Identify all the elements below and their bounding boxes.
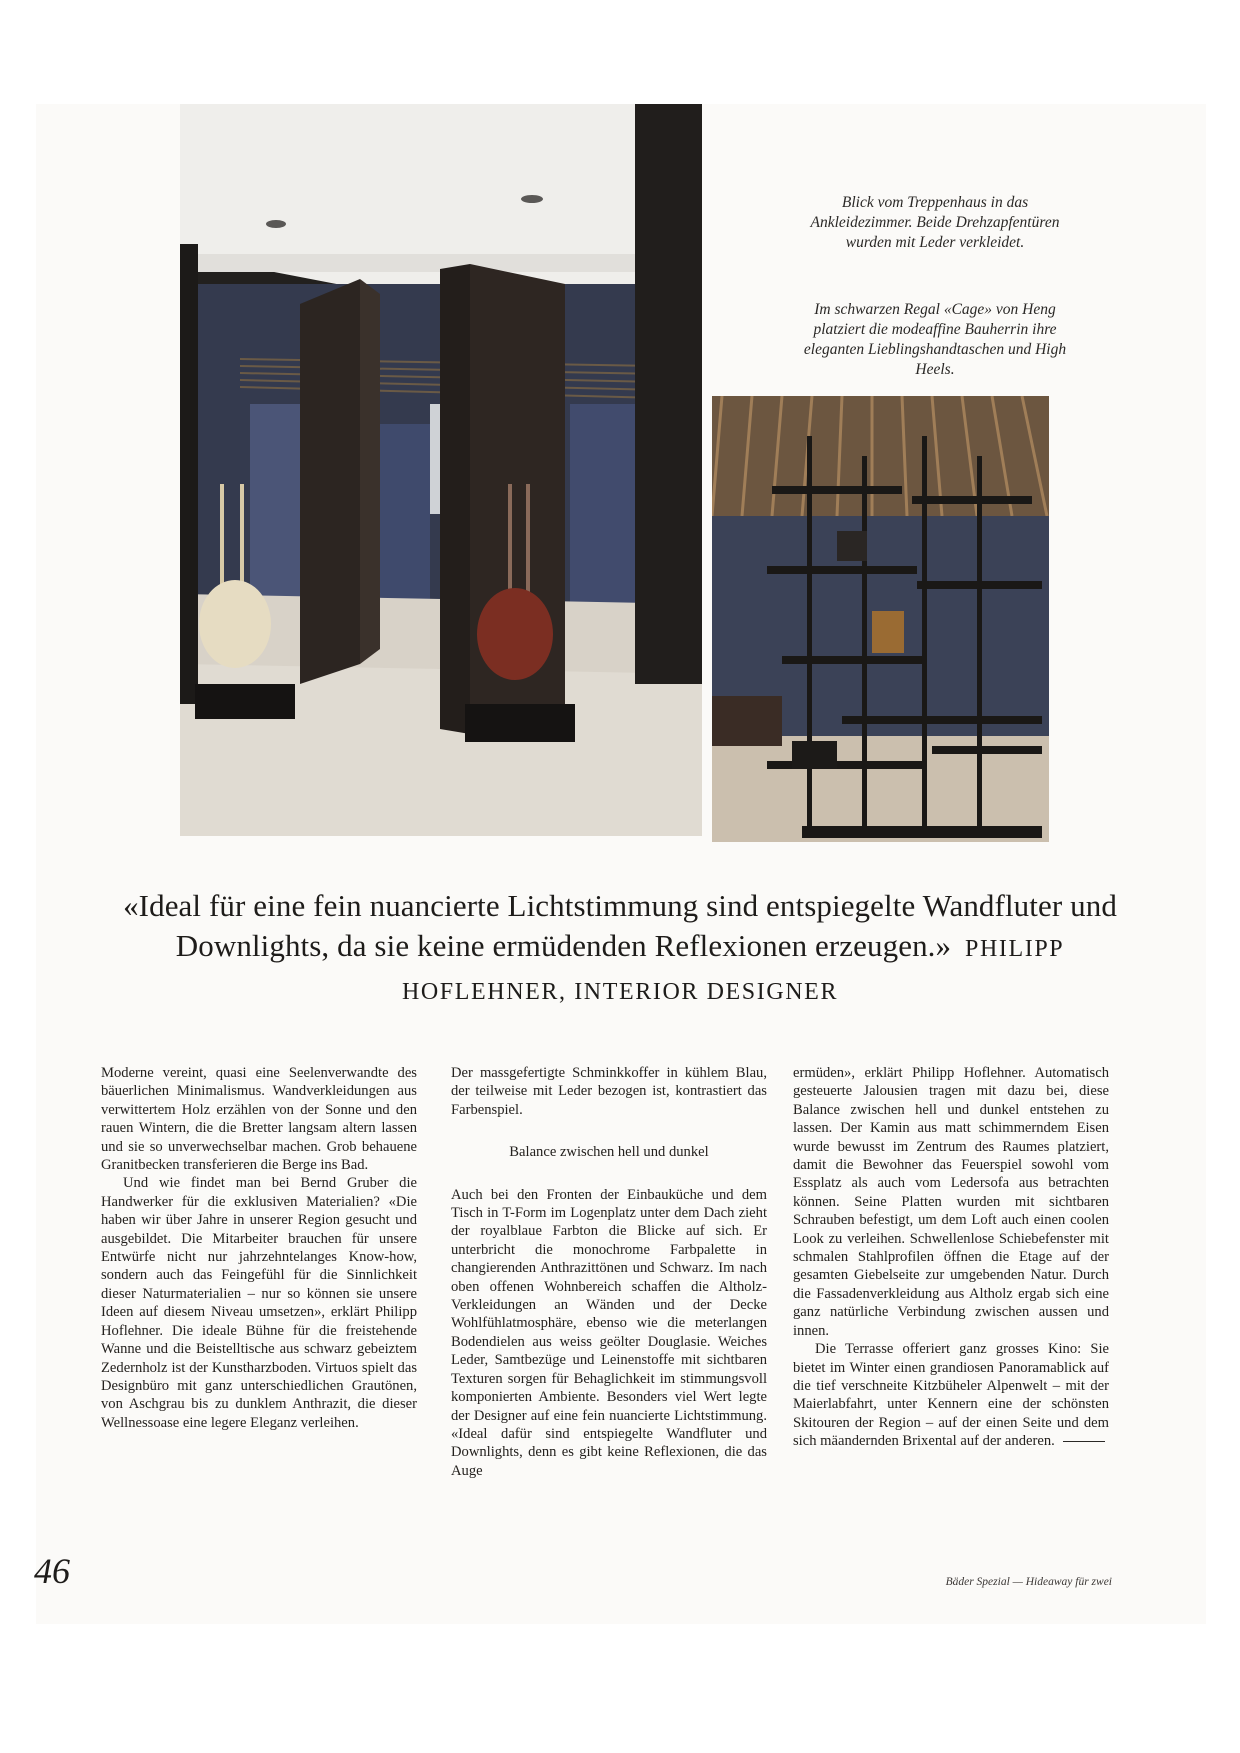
body-column-2 <box>451 1064 767 1480</box>
pull-quote-author: PHILIPP HOFLEHNER, INTERIOR DESIGNER <box>401 936 1065 1005</box>
pull-quote <box>110 886 1130 1012</box>
column-2-paragraph-1: Der massgefertigte Schminkkoffer in kühlem Blau, der teilweise mit Leder bezogen ist, kontrastiert das Farbenspiel. <box>451 1065 767 1118</box>
photo-caption-dressing-room: Blick vom Treppenhaus in das Ankleidezimmer. Beide Drehzapfentüren wurden mit Leder verkleidet. <box>810 194 1060 251</box>
pull-quote-text: «Ideal für eine fein nuancierte Lichtstimmung sind entspiegelte Wandfluter und Downlights, da sie keine ermüdenden Reflexionen erzeugen.» <box>123 888 1117 963</box>
body-column-3 <box>793 1064 1109 1451</box>
photo-caption-shelf: Im schwarzen Regal «Cage» von Heng platziert die modeaffine Bauherrin ihre eleganten Lieblingshandtaschen und High Heels. <box>803 301 1067 378</box>
section-subheading: Balance zwischen hell und dunkel <box>509 1144 709 1161</box>
body-column-1 <box>101 1064 417 1432</box>
column-3-paragraph-1: ermüden», erklärt Philipp Hoflehner. Automatisch gesteuerte Jalousien tragen mit dazu bei, diese Balance zwischen hell und dunkel entstehen zu lassen. Der Kamin aus matt schimmerndem Eisen wurde bewusst im Zentrum des Raumes platziert, damit die Bewohner das Feuerspiel sowohl vom Essplatz als auch vom Ledersofa aus betrachten können. Seine Platten wurden mit sichtbaren Schrauben befestigt, um dem Loft auch einen coolen Look zu verleihen. Schwellenlose Schiebefenster mit schmalen Stahlprofilen öffnen die Etage auf der gesamten Giebelseite zur umgebenden Natur. Durch die Fassadenverkleidung aus Altholz ergab sich eine ganz natürliche Verbindung zwischen aussen und innen. <box>793 1065 1109 1339</box>
column-2-paragraph-2: Auch bei den Fronten der Einbauküche und dem Tisch in T-Form im Logenplatz unter dem Dach zieht der royalblaue Farbton die Blicke auf sich. Er unterbricht die monochrome Farbpalette in changierenden Anthrazittönen und Schwarz. Im nach oben offenen Wohnbereich schaffen die Altholz-Verkleidungen an Wänden und der Decke Wohlfühlatmosphäre, ebenso wie die meterlangen Bodendielen aus weiss geölter Douglasie. Weiches Leder, Samtbezüge und Leinenstoffe mit sichtbaren Texturen sorgen für Behaglichkeit im stimmungsvoll komponierten Ambiente. Besonders viel Wert legte der Designer auf eine fein nuancierte Lichtstimmung. «Ideal dafür sind entspiegelte Wandfluter und Downlights, denn es gibt keine Reflexionen, die das Auge <box>451 1186 767 1479</box>
shelf-cage-photo <box>712 396 1049 842</box>
column-1-paragraph-1: Moderne vereint, quasi eine Seelenverwandte des bäuerlichen Minimalismus. Wandverkleidungen aus verwittertem Holz erzählen von der Sonne und den rauen Wintern, die die Bretter langsam altern lassen und sie so unverwechselbar machen. Grob behauene Granitbecken transferieren die Berge ins Bad. <box>101 1065 417 1174</box>
column-3-paragraph-2-text: Die Terrasse offeriert ganz grosses Kino: Sie bietet im Winter einen grandiosen Panoramablick auf die tief verschneite Kitzbüheler Alpenwelt – mit der Maierlabfahrt, unter Kennern eine der schönsten Skitouren der Region – auf der einen Seite und dem sich mäandernden Brixental auf der anderen. <box>793 1341 1109 1450</box>
dressing-room-photo <box>180 104 702 836</box>
page-number: 46 <box>34 1551 70 1591</box>
shelf-cage-illustration <box>712 396 1049 842</box>
article-end-mark <box>1063 1441 1105 1442</box>
dressing-room-illustration <box>180 104 702 836</box>
running-footer: Bäder Spezial — Hideaway für zwei <box>945 1576 1112 1588</box>
column-1-paragraph-2: Und wie findet man bei Bernd Gruber die Handwerker für die exklusiven Materialien? «Die haben wir über Jahre in unserer Region gesucht und ausgebildet. Die Mitarbeiter brauchen für unsere Entwürfe nicht nur jahrzehntelanges Know-how, sondern auch das Feingefühl für die Sinnlichkeit dieser Naturmaterialien – nur so können sie unsere Ideen auf diesem Niveau umsetzen», erklärt Philipp Hoflehner. Die ideale Bühne für die freistehende Wanne und die Beistelltische aus schwarz gebeiztem Zedernholz ist der Kunstharzboden. Virtuos spielt das Designbüro mit ganz unterschiedlichen Grautönen, von Aschgrau bis zu dunklem Anthrazit, die dieser Wellnessoase eine legere Eleganz verleihen. <box>101 1175 417 1431</box>
column-3-paragraph-2 <box>793 1340 1109 1450</box>
